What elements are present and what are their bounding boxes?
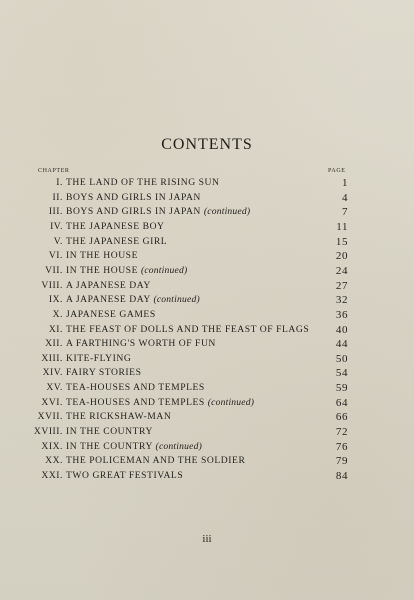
chapter-number: XV. (46, 382, 63, 394)
chapter-number: VII. (45, 264, 63, 276)
toc-entry (0, 440, 414, 454)
page-number: 76 (335, 440, 348, 453)
continued-note: (continued) (140, 264, 188, 276)
chapter-number: XVIII. (33, 426, 63, 438)
page-number: 36 (335, 308, 348, 321)
chapter-title: IN THE COUNTRY (66, 426, 153, 438)
page-number: 44 (335, 338, 348, 351)
chapter-number: XVII. (37, 411, 63, 423)
page-number: 27 (335, 279, 348, 292)
toc-entry (0, 220, 414, 234)
chapter-title: THE LAND OF THE RISING SUN (66, 177, 220, 188)
chapter-title: THE RICKSHAW-MAN (66, 411, 172, 423)
continued-note: (continued) (153, 294, 200, 306)
chapter-title: TWO GREAT FESTIVALS (66, 470, 184, 481)
chapter-number: I. (56, 177, 63, 188)
chapter-number: III. (48, 206, 63, 218)
toc-entry (0, 425, 414, 439)
chapter-number: II. (52, 191, 63, 203)
chapter-number: VI. (48, 250, 63, 262)
continued-note: (continued) (155, 440, 202, 452)
continued-note: (continued) (207, 396, 255, 408)
toc-entry (0, 191, 414, 205)
chapter-title: BOYS AND GIRLS IN JAPAN (66, 191, 201, 203)
toc-entry (0, 308, 414, 322)
page-number: 40 (335, 323, 348, 336)
page-number: 4 (341, 191, 348, 204)
page-title: CONTENTS (161, 136, 253, 153)
chapter-number: XIV. (42, 367, 63, 379)
page-number: 50 (335, 352, 348, 365)
chapter-title: THE POLICEMAN AND THE SOLDIER (66, 455, 246, 467)
toc-entry (0, 352, 414, 366)
continued-note: (continued) (203, 206, 251, 218)
page-folio: iii (202, 533, 212, 545)
page-number: 54 (335, 367, 348, 380)
toc-entry (0, 279, 414, 293)
toc-entry (0, 205, 414, 219)
chapter-number: V. (53, 235, 63, 247)
chapter-title: TEA-HOUSES AND TEMPLES (66, 382, 205, 394)
chapter-number: XVI. (41, 396, 63, 408)
page-number: 72 (335, 426, 348, 439)
chapter-column-label: CHAPTER (38, 168, 70, 174)
chapter-title: IN THE HOUSE (continued) (66, 264, 188, 276)
toc-entry (0, 396, 414, 410)
chapter-number: VIII. (41, 279, 63, 291)
chapter-title: A FARTHING'S WORTH OF FUN (66, 338, 216, 350)
toc-entry (0, 235, 414, 249)
chapter-number: XIX. (41, 440, 63, 452)
chapter-number: XX. (45, 455, 63, 467)
chapter-title: TEA-HOUSES AND TEMPLES (continued) (66, 396, 255, 408)
chapter-title: THE JAPANESE GIRL (66, 235, 168, 247)
chapter-title: KITE-FLYING (66, 352, 132, 364)
toc-entry (0, 454, 414, 468)
toc-entry (0, 176, 414, 190)
chapter-title: BOYS AND GIRLS IN JAPAN (continued) (66, 206, 251, 218)
chapter-title: THE JAPANESE BOY (66, 220, 165, 232)
page-number: 66 (335, 411, 348, 424)
page-number: 32 (335, 294, 348, 307)
page-number: 15 (335, 235, 348, 248)
toc-entry (0, 469, 414, 483)
toc-entry (0, 249, 414, 263)
chapter-title: JAPANESE GAMES (66, 308, 156, 320)
chapter-number: XXI. (41, 470, 63, 481)
toc-entry (0, 264, 414, 278)
page-column-label: PAGE (328, 168, 346, 174)
chapter-title: FAIRY STORIES (66, 367, 142, 379)
page-number: 1 (341, 177, 348, 189)
chapter-number: XIII. (41, 352, 63, 364)
chapter-number: XI. (48, 323, 63, 335)
chapter-title: THE FEAST OF DOLLS AND THE FEAST OF FLAGS (66, 323, 310, 335)
toc-entry (0, 293, 414, 307)
chapter-number: IV. (50, 220, 63, 232)
page-number: 59 (335, 382, 348, 395)
toc-entry (0, 323, 414, 337)
chapter-title: A JAPANESE DAY (continued) (66, 294, 200, 306)
toc-entry (0, 410, 414, 424)
page-number: 7 (341, 206, 348, 219)
chapter-number: X. (52, 308, 63, 320)
page-number: 20 (335, 250, 348, 263)
page-number: 84 (335, 470, 348, 482)
chapter-number: XII. (45, 338, 63, 350)
page-number: 64 (335, 396, 348, 409)
toc-entry (0, 337, 414, 351)
chapter-title: A JAPANESE DAY (66, 279, 151, 291)
chapter-title: IN THE HOUSE (66, 250, 138, 262)
page-number: 79 (335, 455, 348, 468)
page-number: 24 (335, 264, 348, 277)
chapter-title: IN THE COUNTRY (continued) (66, 440, 202, 452)
chapter-number: IX. (48, 294, 63, 306)
toc-entry (0, 381, 414, 395)
page-number: 11 (336, 220, 348, 233)
toc-entry (0, 366, 414, 380)
